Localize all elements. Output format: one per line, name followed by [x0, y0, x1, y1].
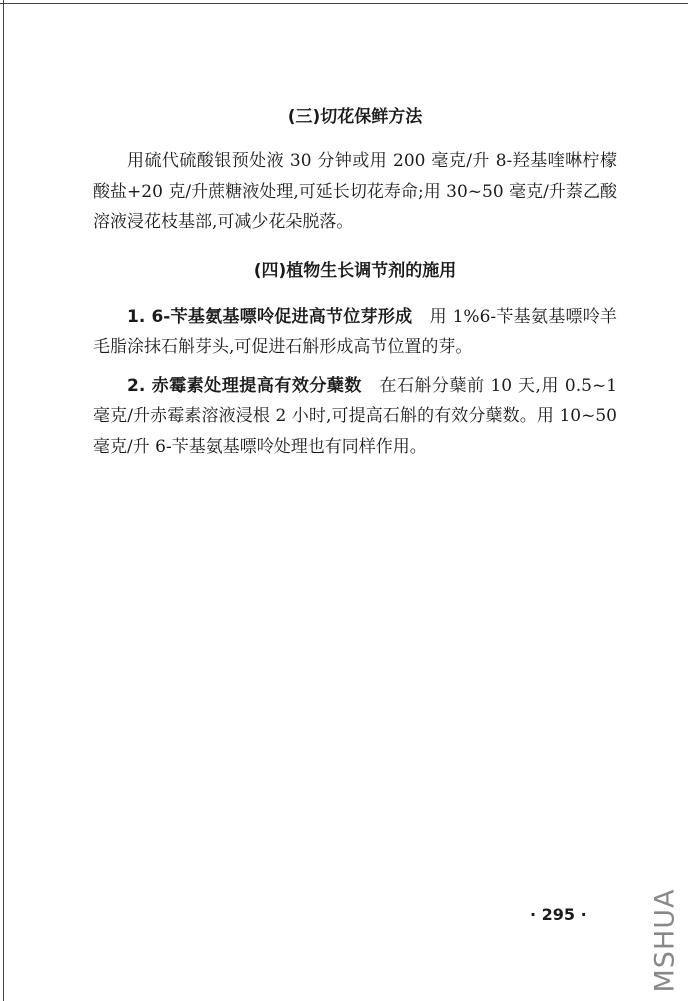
item-2-text: 在石斛分蘖前 10 天,用 0.5~1 毫克/升赤霉素溶液浸根 2 小时,可提高石斛的有效分蘖数。用 10~50 毫克/升 6-苄基氨基嘌呤处理也有同样作用。	[93, 375, 618, 457]
page-number: · 295 ·	[530, 905, 587, 924]
top-border-line	[0, 3, 688, 4]
watermark	[643, 880, 687, 1001]
item-1-text: 用 1%6-苄基氨基嘌呤羊毛脂涂抹石斛芽头,可促进石斛形成高节位置的芽。	[93, 306, 618, 357]
item-2-paragraph	[93, 371, 617, 463]
section-3-paragraph: 用硫代硫酸银预处液 30 分钟或用 200 毫克/升 8-羟基喹啉柠檬酸盐+20 克/升蔗糖液处理,可延长切花寿命;用 30~50 毫克/升萘乙酸溶液浸花枝基部,可减少花朵脱落。	[93, 151, 617, 232]
item-1-title: 1. 6-苄基氨基嘌呤促进高节位芽形成	[127, 306, 413, 327]
page-content	[93, 100, 617, 462]
item-1-paragraph	[93, 302, 617, 363]
section-4-heading: (四)植物生长调节剂的施用	[253, 260, 457, 281]
left-border-line	[3, 0, 4, 1001]
item-2-title: 2. 赤霉素处理提高有效分蘖数	[127, 375, 362, 396]
watermark-text: MSHUA	[649, 888, 681, 993]
section-3-heading: (三)切花保鲜方法	[287, 107, 423, 127]
